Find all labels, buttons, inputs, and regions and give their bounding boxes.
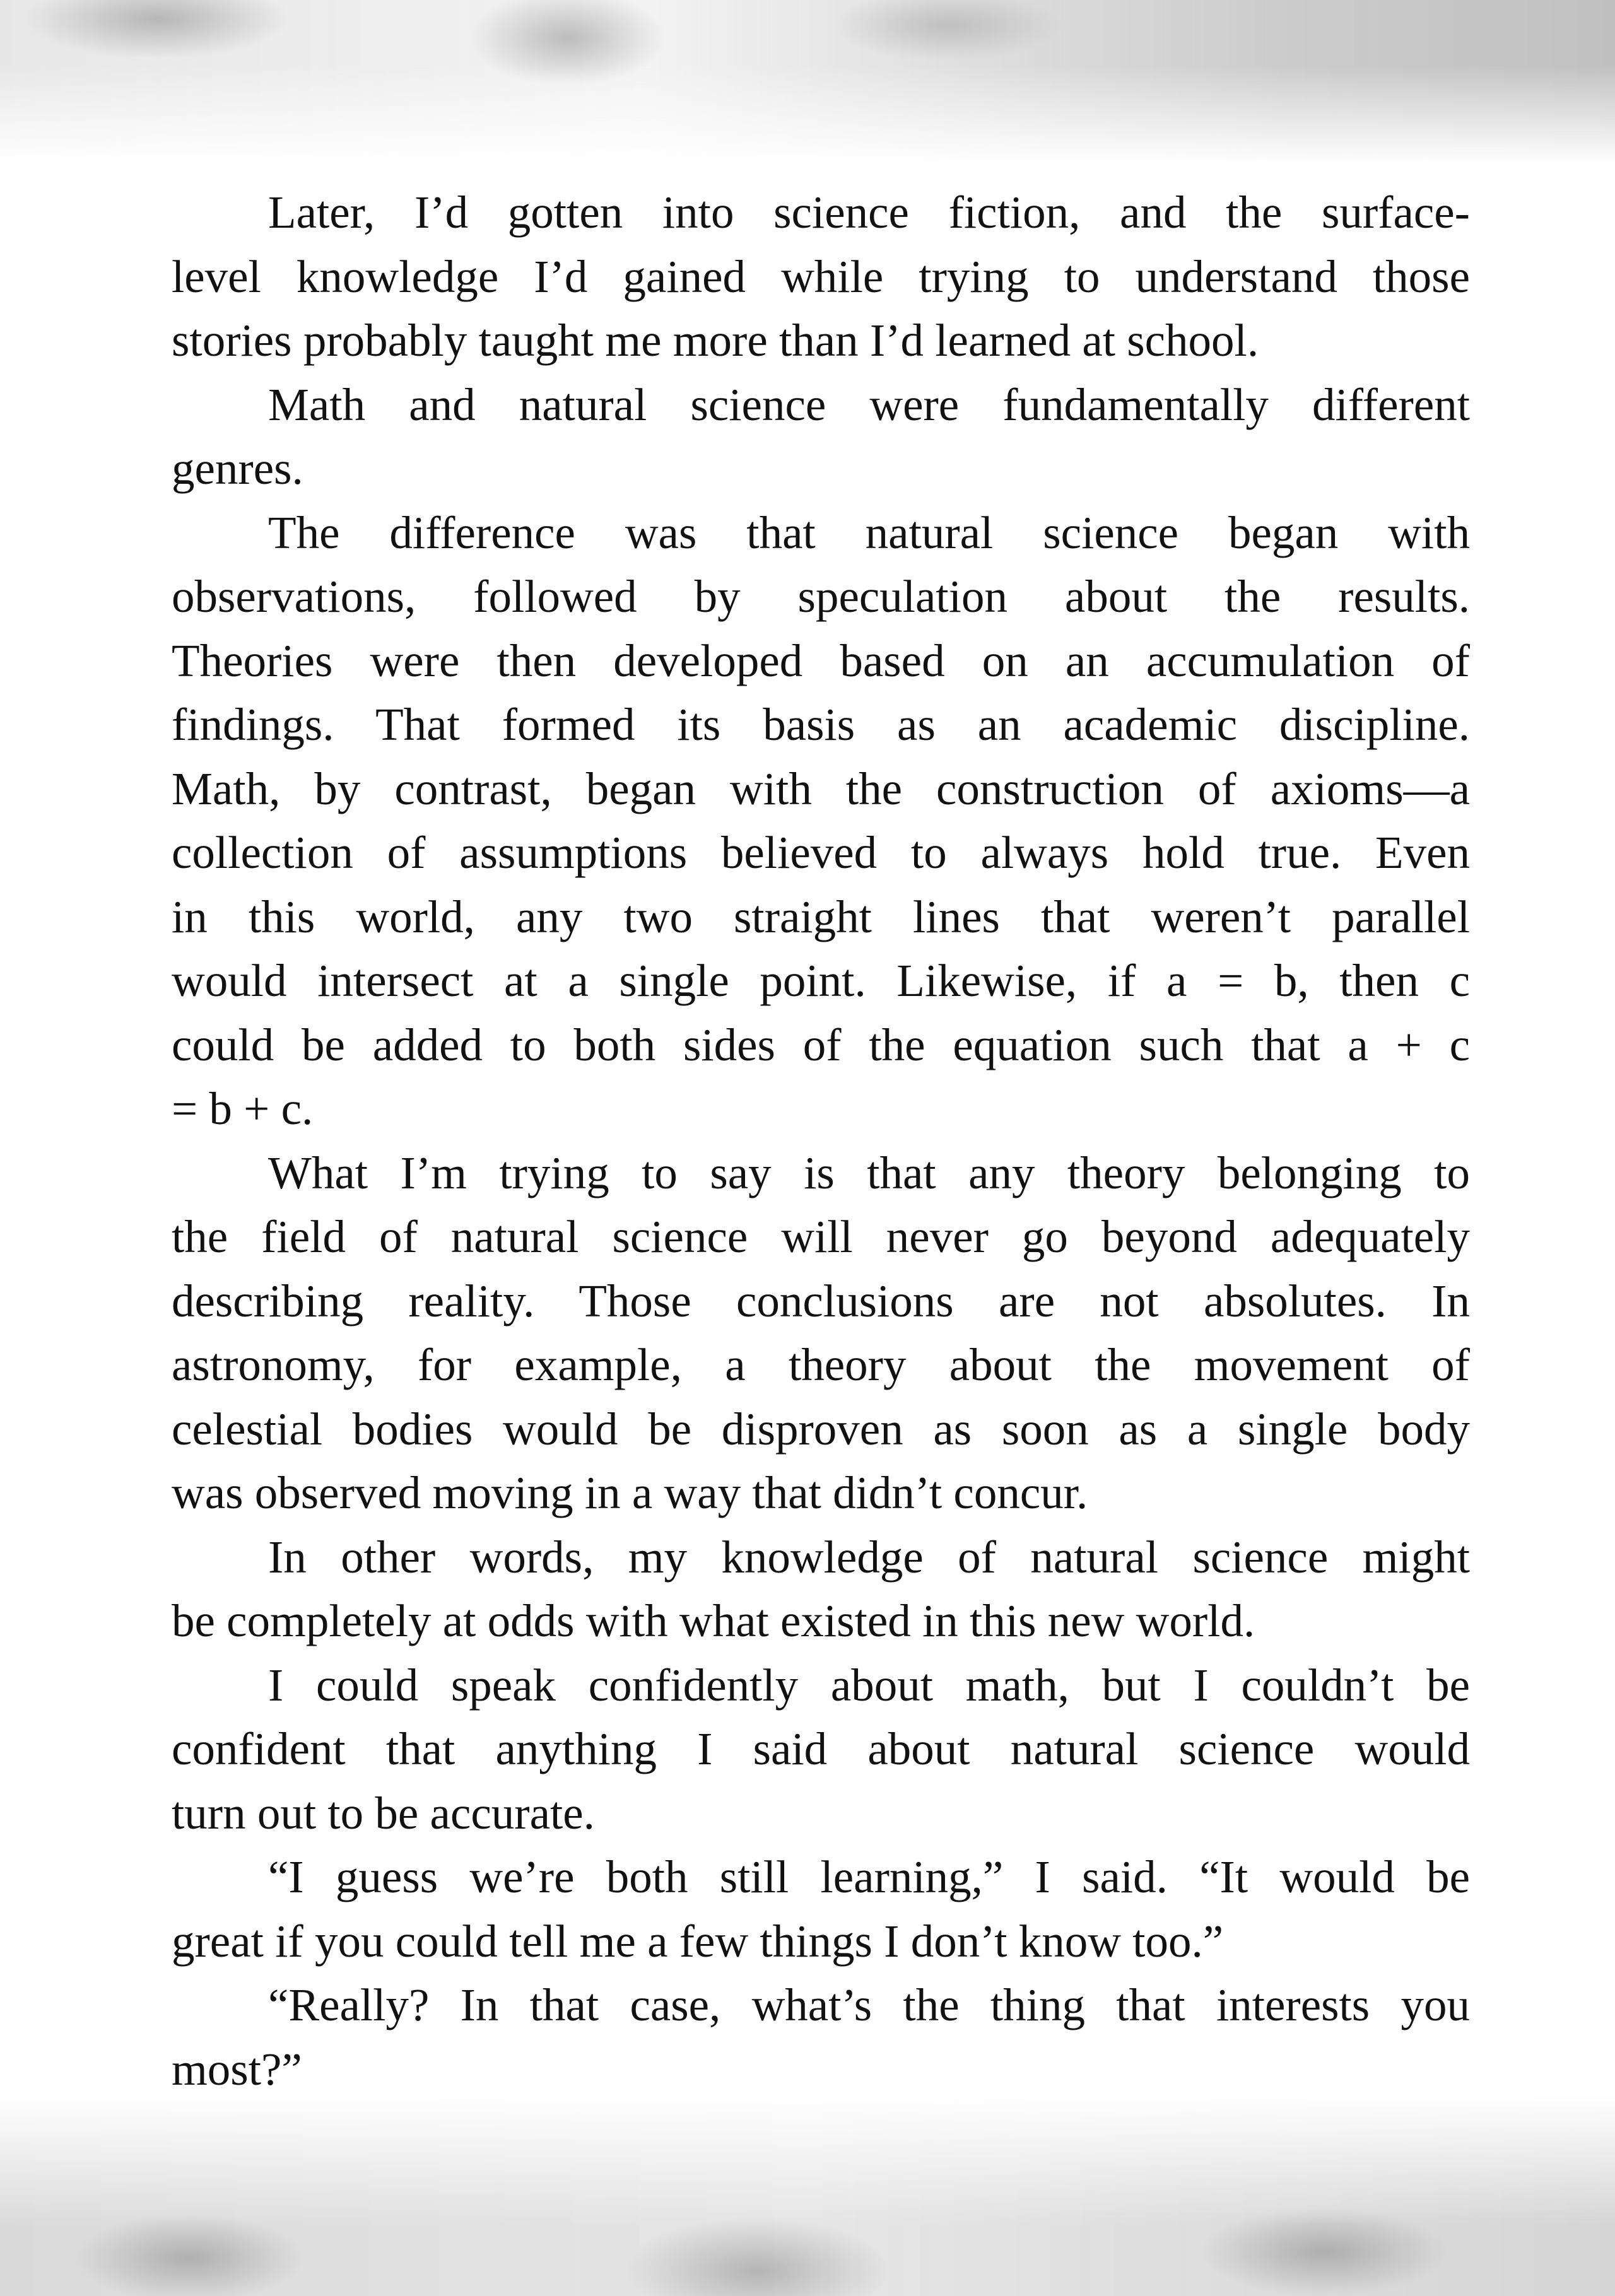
paragraph (172, 373, 1470, 501)
paragraph (172, 1973, 1470, 2101)
text-line: stories probably taught me more than I’d learned at school. (172, 315, 1259, 366)
paragraph (172, 1141, 1470, 1525)
text-line: The difference was that natural science began with (268, 507, 1470, 558)
text-line: Theories were then developed based on an accumulation of (172, 635, 1470, 686)
text-line: level knowledge I’d gained while trying to understand those (172, 250, 1470, 302)
text-line: findings. That formed its basis as an academic discipline. (172, 699, 1470, 750)
text-line: genres. (172, 443, 303, 494)
paragraph (172, 1845, 1470, 1973)
text-line: What I’m trying to say is that any theory belonging to (268, 1147, 1470, 1198)
text-line: observations, followed by speculation about the results. (172, 571, 1470, 622)
text-line: was observed moving in a way that didn’t concur. (172, 1467, 1088, 1518)
text-line: be completely at odds with what existed in this new world. (172, 1595, 1255, 1646)
page-body-text (172, 180, 1470, 2101)
text-line: the field of natural science will never go beyond adequately (172, 1211, 1470, 1262)
text-line: most?” (172, 2043, 302, 2095)
paragraph (172, 1525, 1470, 1653)
decorative-texture-bottom (0, 2094, 1615, 2296)
paragraph (172, 501, 1470, 1141)
text-line: celestial bodies would be disproven as soon as a single body (172, 1403, 1470, 1455)
text-line: Math and natural science were fundamentally different (268, 378, 1470, 430)
text-line: astronomy, for example, a theory about the movement of (172, 1339, 1470, 1390)
text-line: “Really? In that case, what’s the thing that interests you (268, 1979, 1470, 2030)
text-line: in this world, any two straight lines that weren’t parallel (172, 891, 1470, 942)
text-line: Later, I’d gotten into science fiction, and the surface- (268, 187, 1470, 238)
text-line: describing reality. Those conclusions are not absolutes. In (172, 1275, 1470, 1327)
text-line: confident that anything I said about natural science would (172, 1723, 1470, 1774)
paragraph (172, 180, 1470, 373)
text-line: “I guess we’re both still learning,” I said. “It would be (268, 1851, 1470, 1902)
text-line: Math, by contrast, began with the construction of axioms—a (172, 763, 1470, 814)
text-line: In other words, my knowledge of natural science might (268, 1531, 1470, 1583)
text-line: could be added to both sides of the equation such that a + c (172, 1019, 1470, 1070)
text-line: I could speak confidently about math, but I couldn’t be (268, 1659, 1470, 1711)
paragraph (172, 1653, 1470, 1846)
text-line: = b + c. (172, 1083, 314, 1134)
text-line: collection of assumptions believed to always hold true. Even (172, 827, 1470, 878)
text-line: would intersect at a single point. Likewise, if a = b, then c (172, 955, 1470, 1006)
text-line: turn out to be accurate. (172, 1787, 595, 1839)
decorative-texture-top (0, 0, 1615, 164)
text-line: great if you could tell me a few things I don’t know too.” (172, 1915, 1224, 1967)
